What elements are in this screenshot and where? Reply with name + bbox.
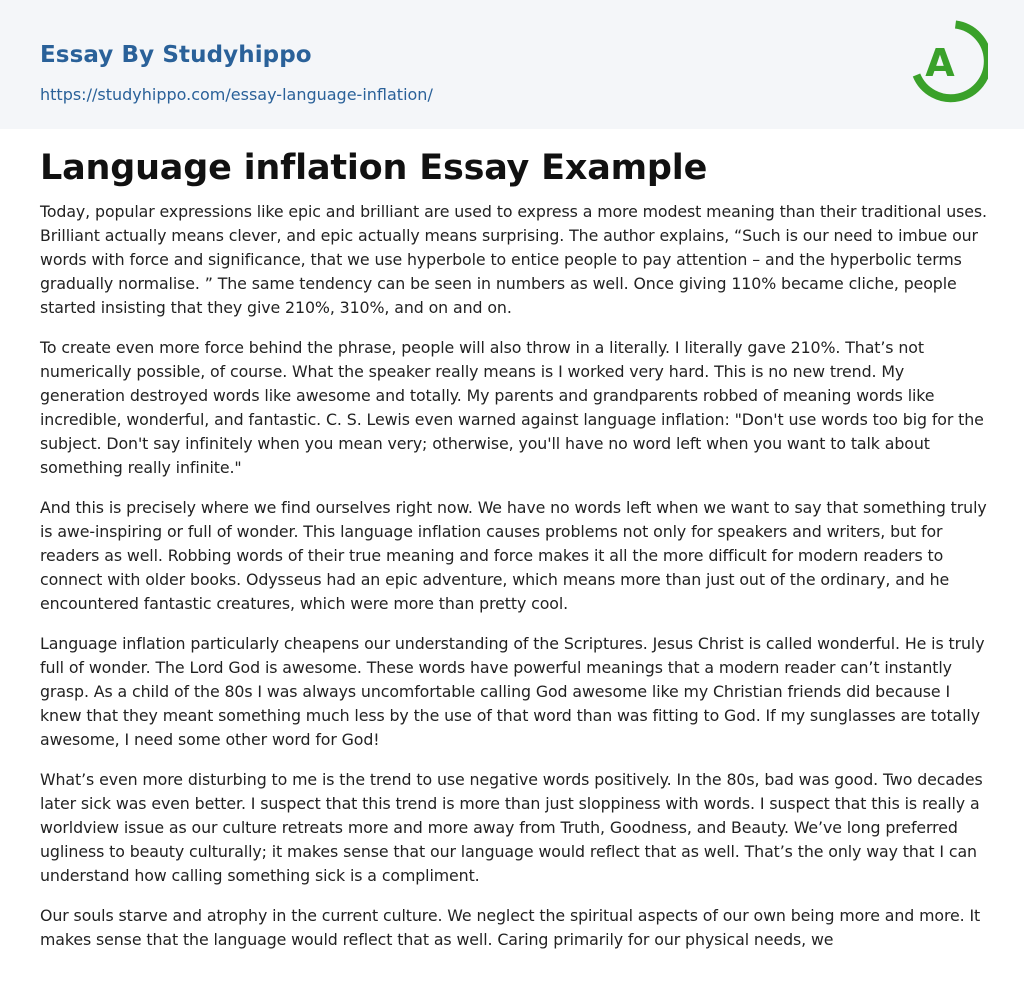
essay-content bbox=[40, 146, 988, 968]
logo-ring-icon bbox=[910, 18, 988, 106]
essay-paragraph-3: And this is precisely where we find ourselves right now. We have no words left when we want to say that something truly is awe-inspiring or full of wonder. This language inflation causes problems not only for speakers and writers, but for readers as well. Robbing words of their true meaning and force makes it all the more difficult for modern readers to connect with older books. Odysseus had an epic adventure, which means more than just out of the ordinary, and he encountered fantastic creatures, which were more than pretty cool. bbox=[40, 498, 987, 613]
logo-letter: A bbox=[925, 41, 955, 85]
studyhippo-logo[interactable] bbox=[910, 18, 988, 106]
essay-title: Language inflation Essay Example bbox=[40, 148, 708, 188]
essay-paragraph-1: Today, popular expressions like epic and brilliant are used to express a more modest meaning than their traditional uses. Brilliant actually means clever, and epic actually means surprising. The author explains, “Such is our need to imbue our words with force and significance, that we use hyperbole to entice people to pay attention – and the hyperbolic terms gradually normalise. ” The same tendency can be seen in numbers as well. Once giving 110% became cliche, people started insisting that they give 210%, 310%, and on and on. bbox=[40, 202, 987, 317]
essay-paragraph-2: To create even more force behind the phrase, people will also throw in a literally. I literally gave 210%. That’s not numerically possible, of course. What the speaker really means is I worked very hard. This is no new trend. My generation destroyed words like awesome and totally. My parents and grandparents robbed of meaning words like incredible, wonderful, and fantastic. C. S. Lewis even warned against language inflation: "Don't use words too big for the subject. Don't say infinitely when you mean very; otherwise, you'll have no word left when you want to talk about something really infinite." bbox=[40, 338, 984, 477]
essay-paragraph-6: Our souls starve and atrophy in the current culture. We neglect the spiritual aspects of our own being more and more. It makes sense that the language would reflect that as well. Caring primarily for our physical needs, we bbox=[40, 906, 981, 949]
site-brand[interactable]: Essay By Studyhippo bbox=[40, 42, 312, 68]
essay-paragraph-5: What’s even more disturbing to me is the trend to use negative words positively. In the 80s, bad was good. Two decades later sick was even better. I suspect that this trend is more than just sloppiness with words. I suspect that this is really a worldview issue as our culture retreats more and more away from Truth, Goodness, and Beauty. We’ve long preferred ugliness to beauty culturally; it makes sense that our language would reflect that as well. That’s the only way that I can understand how calling something sick is a compliment. bbox=[40, 770, 983, 885]
site-header bbox=[0, 0, 1024, 129]
essay-url-link[interactable]: https://studyhippo.com/essay-language-inflation/ bbox=[40, 85, 433, 104]
essay-paragraph-4: Language inflation particularly cheapens our understanding of the Scriptures. Jesus Christ is called wonderful. He is truly full of wonder. The Lord God is awesome. These words have powerful meanings that a modern reader can’t instantly grasp. As a child of the 80s I was always uncomfortable calling God awesome like my Christian friends did because I knew that they meant something much less by the use of that word than was fitting to God. If my sunglasses are totally awesome, I need some other word for God! bbox=[40, 634, 985, 749]
